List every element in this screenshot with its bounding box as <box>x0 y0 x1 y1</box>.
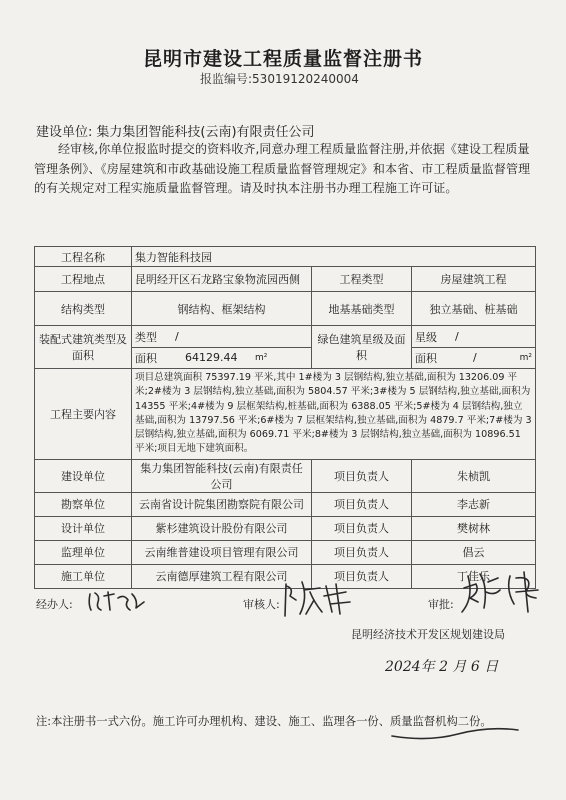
content-value: 项目总建筑面积 75397.19 平米,其中 1#楼为 3 层钢结构,独立基础,面积为 13206.09 平米;2#楼为 3 层钢结构,独立基础,面积为 5804.57 平米;3#楼为 5 层钢结构,独立基础,面积为 14355 平米;4#楼为 9 层框架结构,桩基础,面积为 6388.05 平米;5#楼为 4 层钢结构,独立基础,面积为 13797.56 平米;6#楼为 7 层框架结构,独立基础,面积为 4879.7 平米;7#楼为 3 层钢结构,独立基础,面积为 6069.71 平米;8#楼为 3 层钢结构,独立基础,面积为 10896.51 平米;项目无地下建筑面积。 <box>132 369 536 460</box>
unit-role: 勘察单位 <box>35 492 132 516</box>
prefab-type-label: 类型 <box>135 330 157 344</box>
prefab-cell <box>132 326 312 369</box>
project-type-label: 工程类型 <box>312 267 412 292</box>
unit-leader: 李志新 <box>412 492 536 516</box>
issuing-authority: 昆明经济技术开发区规划建设局 <box>351 628 505 641</box>
green-area-row <box>412 348 535 368</box>
approver-signature <box>458 568 544 616</box>
foundation-label: 地基基础类型 <box>312 292 412 326</box>
green-level-row <box>412 327 535 348</box>
project-name-value: 集力智能科技园 <box>132 247 536 267</box>
unit-leader: 朱桢凯 <box>412 459 536 492</box>
unit-name: 紫杉建筑设计股份有限公司 <box>132 516 312 540</box>
report-number <box>200 70 359 87</box>
leader-label: 项目负责人 <box>312 540 412 564</box>
prefab-area-unit: m² <box>255 352 268 363</box>
content-label: 工程主要内容 <box>35 369 132 460</box>
structure-label: 结构类型 <box>35 292 132 326</box>
prefab-area-label: 面积 <box>135 351 157 365</box>
prefab-area-row <box>132 348 311 368</box>
unit-role: 建设单位 <box>35 459 132 492</box>
reviewer-signature <box>280 578 355 620</box>
green-cell <box>412 326 536 369</box>
project-info-table <box>34 246 536 589</box>
approver-label: 审批: <box>428 598 454 611</box>
location-value: 昆明经开区石龙路宝象物流园西侧 <box>132 267 312 292</box>
unit-leader: 樊树林 <box>412 516 536 540</box>
reviewer-label: 审核人: <box>243 598 280 611</box>
green-area-label: 面积 <box>415 351 437 365</box>
leader-label: 项目负责人 <box>312 516 412 540</box>
approval-text: 经审核,你单位报监时提交的资料收齐,同意办理工程质量监督注册,并依据《建设工程质量管理条例》、《房屋建筑和市政基础设施工程质量监督管理规定》和本省、市工程质量监督管理的有关规定对工程实施质量监督管理。请及时执本注册书办理工程施工许可证。 <box>34 142 531 195</box>
unit-leader: 倡云 <box>412 540 536 564</box>
green-level-label: 星级 <box>415 330 437 344</box>
handler-signature <box>86 588 148 614</box>
addressee-label: 建设单位: <box>36 125 93 140</box>
leader-label: 项目负责人 <box>312 564 412 588</box>
green-area-value: / <box>473 351 477 364</box>
unit-role: 监理单位 <box>35 540 132 564</box>
project-type-value: 房屋建筑工程 <box>412 267 536 292</box>
green-building-label: 绿色建筑星级及面积 <box>312 326 412 369</box>
foundation-value: 独立基础、桩基础 <box>412 292 536 326</box>
unit-name: 云南维普建设项目管理有限公司 <box>132 540 312 564</box>
table-row <box>35 492 536 516</box>
document-title: 昆明市建设工程质量监督注册书 <box>142 48 423 70</box>
report-number-label: 报监编号: <box>200 72 253 86</box>
table-row <box>35 516 536 540</box>
handwritten-mark <box>388 706 538 746</box>
structure-value: 钢结构、框架结构 <box>132 292 312 326</box>
prefab-type-value: / <box>175 330 179 343</box>
issue-date: 2024年 2 月 6 日 <box>385 659 499 675</box>
handler-label: 经办人: <box>36 598 73 611</box>
prefab-type-row <box>132 327 311 348</box>
unit-name: 云南德厚建筑工程有限公司 <box>132 564 312 588</box>
unit-name: 集力集团智能科技(云南)有限责任公司 <box>132 459 312 492</box>
location-label: 工程地点 <box>35 267 132 292</box>
leader-label: 项目负责人 <box>312 459 412 492</box>
project-name-label: 工程名称 <box>35 247 132 267</box>
leader-label: 项目负责人 <box>312 492 412 516</box>
addressee-line <box>36 121 315 140</box>
green-area-unit: m² <box>519 352 533 363</box>
prefab-area-value: 64129.44 <box>185 351 238 364</box>
table-row <box>35 459 536 492</box>
unit-role: 设计单位 <box>35 516 132 540</box>
green-level-value: / <box>455 330 459 343</box>
addressee-value: 集力集团智能科技(云南)有限责任公司 <box>96 125 315 140</box>
unit-role: 施工单位 <box>35 564 132 588</box>
report-number-value: 53019120240004 <box>252 72 359 86</box>
unit-name: 云南省设计院集团勘察院有限公司 <box>132 492 312 516</box>
prefab-label: 装配式建筑类型及面积 <box>35 326 132 369</box>
unit-leader: 丁佳乐 <box>412 564 536 588</box>
footnote: 注:本注册书一式六份。施工许可办理机构、建设、施工、监理各一份、质量监督机构二份。 <box>36 715 492 728</box>
table-row <box>35 540 536 564</box>
